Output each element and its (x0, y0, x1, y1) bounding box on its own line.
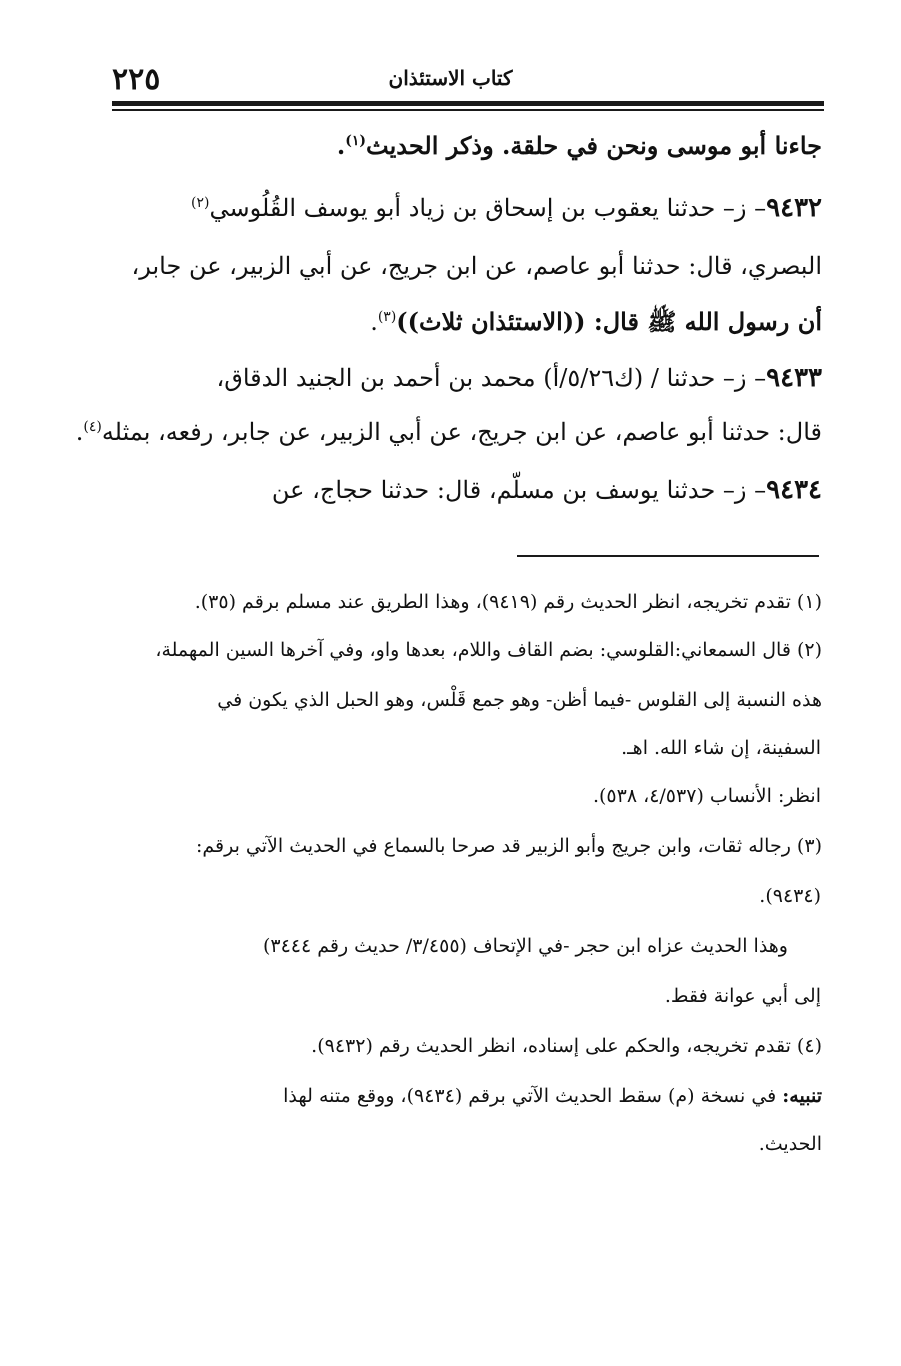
footnote-ref-4: (٤) (83, 419, 102, 435)
hadith-9433-text: – ز– حدثنا / (ك٥/٢٦/أ) محمد بن أحمد بن الجنيد الدقاق، (216, 364, 767, 392)
note-line-1 (106, 1080, 822, 1112)
footnote-1: (١) تقدم تخريجه، انظر الحديث رقم (٩٤١٩)، وهذا الطريق عند مسلم برقم (٣٥). (194, 591, 822, 613)
hadith-9433-line (108, 358, 822, 398)
body-line-1-text: جاءنا أبو موسى ونحن في حلقة. وذكر الحديث (366, 131, 822, 160)
body-line-6-text: قال: حدثنا أبو عاصم، عن ابن جريج، عن أبي الزبير، عن جابر، رفعه، بمثله (101, 418, 822, 446)
hadith-number-9434: ٩٤٣٤ (766, 475, 822, 505)
body-line-4-end: . (370, 308, 378, 336)
book-title: كتاب الاستئذان (388, 66, 513, 90)
note-line-1-text: في نسخة (م) سقط الحديث الآتي برقم (٩٤٣٤)، ووقع متنه لهذا (283, 1085, 783, 1107)
footnote-2-line-3: السفينة، إن شاء الله. اهـ. (621, 737, 821, 759)
body-line-6-end: . (75, 418, 84, 446)
hadith-9434-line (108, 470, 822, 510)
footnote-3-line-2: (٩٤٣٤). (759, 885, 821, 907)
hadith-9432-line (108, 188, 822, 228)
body-line-4-bold: أن رسول الله ﷺ قال: (593, 307, 822, 336)
body-line-6 (75, 412, 822, 452)
footnote-4: (٤) تقدم تخريجه، والحكم على إسناده، انظر الحديث رقم (٩٤٣٢). (311, 1035, 822, 1057)
header-rule-thin (112, 109, 824, 111)
footnote-2-line-4: انظر: الأنساب (٤/٥٣٧، ٥٣٨). (592, 785, 821, 807)
note-label: تنبيه: (782, 1085, 822, 1107)
hadith-9432-text: – ز– حدثنا يعقوب بن إسحاق بن زياد أبو يوسف القُلُوسي (209, 194, 767, 222)
body-line-3: البصري، قال: حدثنا أبو عاصم، عن ابن جريج، عن أبي الزبير، عن جابر، (131, 252, 822, 280)
body-line-1-end: . (336, 131, 346, 160)
footnote-3-line-3-text: وهذا الحديث عزاه ابن حجر -في الإتحاف (٣/٤٥٥/ حديث رقم ٣٤٤٤) (262, 935, 788, 957)
footnote-ref-2: (٢) (191, 195, 210, 211)
hadith-9434-text: – ز– حدثنا يوسف بن مسلّم، قال: حدثنا حجاج، عن (271, 476, 767, 504)
footnote-2-line-2: هذه النسبة إلى القلوس -فيما أظن- وهو جمع قَلْس، وهو الحبل الذي يكون في (217, 689, 822, 711)
note-line-2: الحديث. (758, 1133, 822, 1155)
footnote-3-line-3 (106, 930, 822, 962)
body-line-1 (108, 126, 822, 166)
footnote-ref-3: (٣) (377, 309, 397, 325)
hadith-number-9433: ٩٤٣٣ (766, 363, 822, 393)
hadith-number-9432: ٩٤٣٢ (766, 193, 822, 223)
footnote-3-line-4: إلى أبي عوانة فقط. (664, 985, 821, 1007)
footnote-ref-1: (١) (345, 133, 367, 149)
footnote-2-line-1: (٢) قال السمعاني:القلوسي: بضم القاف واللام، بعدها واو، وفي آخرها السين المهملة، (155, 639, 822, 661)
footnote-separator (517, 555, 819, 557)
body-line-4 (108, 302, 822, 342)
header-rule-thick (112, 101, 824, 106)
body-line-4-quote: ((الاستئذان ثلاث)) (396, 307, 594, 336)
footnote-3-line-1: (٣) رجاله ثقات، وابن جريج وأبو الزبير قد صرحا بالسماع في الحديث الآتي برقم: (195, 835, 822, 857)
page-number: ٢٢٥ (112, 62, 161, 97)
